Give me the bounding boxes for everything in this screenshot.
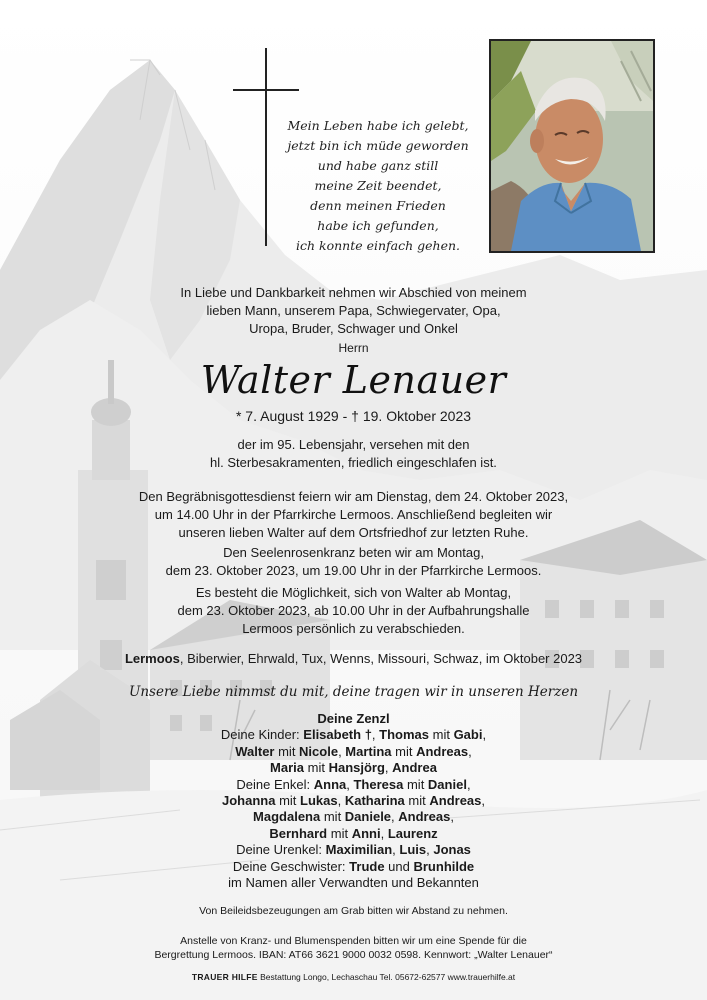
viewing-line: Lermoos persönlich zu verabschieden.	[242, 621, 465, 636]
family-text: ,	[337, 793, 345, 809]
family-member-name: Maximilian	[325, 842, 393, 858]
family-member-name: Lukas	[300, 793, 338, 809]
family-member-name: Hansjörg	[328, 760, 385, 776]
poem-line: ich konnte einfach gehen.	[295, 238, 461, 253]
family-line	[0, 793, 707, 809]
family-line	[0, 859, 707, 875]
cross-icon-bar	[233, 89, 299, 91]
intro-line: In Liebe und Dankbarkeit nehmen wir Abschied von meinem	[180, 285, 527, 300]
family-line	[0, 711, 707, 727]
rosary-line: Den Seelenrosenkranz beten wir am Montag,	[223, 545, 484, 560]
family-text: ,	[450, 809, 454, 825]
family-text: mit	[275, 793, 301, 809]
family-text: ,	[482, 727, 487, 743]
family-text: ,	[346, 776, 354, 792]
family-member-name: Anna	[313, 776, 347, 792]
poem-line: Mein Leben habe ich gelebt,	[287, 118, 469, 133]
funeral-home-details: Bestattung Longo, Lechaschau Tel. 05672-62577 www.trauerhilfe.at	[257, 972, 516, 982]
family-text: ,	[468, 743, 472, 759]
family-line	[0, 760, 707, 776]
family-member-name: Andrea	[392, 760, 437, 776]
family-text: Deine Urenkel:	[236, 842, 326, 858]
intro-line: Uropa, Bruder, Schwager und Onkel	[249, 321, 458, 336]
viewing-info	[0, 584, 707, 638]
family-text: ,	[380, 825, 388, 841]
family-member-name: Daniel	[427, 776, 467, 792]
funeral-line: Den Begräbnisgottesdienst feiern wir am Dienstag, dem 24. Oktober 2023,	[138, 489, 569, 504]
family-member-name: Andreas	[416, 743, 469, 759]
family-text: ,	[391, 809, 399, 825]
family-member-name: Daniele	[344, 809, 392, 825]
poem-line: und habe ganz still	[317, 158, 439, 173]
funeral-home-brand: TRAUER HILFE	[191, 972, 258, 982]
family-member-name: Martina	[345, 743, 392, 759]
funeral-line: unseren lieben Walter auf dem Ortsfriedhof zur letzten Ruhe.	[178, 525, 529, 540]
family-member-name: Magdalena	[253, 809, 321, 825]
family-text: mit	[274, 743, 300, 759]
family-text: im Namen aller Verwandten und Bekannten	[228, 875, 479, 891]
places-rest: , Biberwier, Ehrwald, Tux, Wenns, Missouri, Schwaz, im Oktober 2023	[179, 651, 583, 666]
family-member-name: Walter	[235, 743, 275, 759]
family-text: ,	[384, 760, 393, 776]
family-member-name: Theresa	[353, 776, 404, 792]
family-member-name: Luis	[399, 842, 427, 858]
family-line	[0, 727, 707, 743]
family-member-name: Johanna	[221, 793, 276, 809]
condolences-note: Von Beileidsbezeugungen am Grab bitten wir Abstand zu nehmen.	[199, 905, 508, 917]
family-text: ,	[481, 793, 486, 809]
poem	[276, 116, 480, 256]
cross-icon	[265, 48, 267, 246]
poem-line: jetzt bin ich müde geworden	[287, 138, 469, 153]
deceased-name: Walter Lenauer	[200, 358, 507, 402]
family-text: mit	[320, 809, 345, 825]
family-member-name: Nicole	[299, 743, 339, 759]
family-member-name: Andreas	[429, 793, 482, 809]
family-member-name: Trude	[349, 858, 385, 874]
family-member-name: Laurenz	[387, 825, 438, 841]
viewing-line: dem 23. Oktober 2023, ab 10.00 Uhr in der Aufbahrungshalle	[177, 603, 530, 618]
poem-line: habe ich gefunden,	[317, 218, 439, 233]
family-line	[0, 842, 707, 858]
passing-line: der im 95. Lebensjahr, versehen mit den	[237, 437, 470, 452]
love-quote: Unsere Liebe nimmst du mit, deine tragen wir in unseren Herzen	[128, 684, 579, 700]
rosary-line: dem 23. Oktober 2023, um 19.00 Uhr in der Pfarrkirche Lermoos.	[165, 563, 542, 578]
family-member-name: Anni	[351, 825, 381, 841]
portrait-photo	[489, 39, 655, 253]
poem-line: meine Zeit beendet,	[314, 178, 442, 193]
intro-text	[0, 284, 707, 338]
family-line	[0, 777, 707, 793]
family-member-name: Deine Zenzl	[317, 711, 390, 726]
passing-line: hl. Sterbesakramenten, friedlich eingeschlafen ist.	[210, 455, 497, 470]
family-member-name: Andreas	[398, 809, 451, 825]
family-text: mit	[403, 776, 428, 792]
family-text: Deine Geschwister:	[232, 858, 350, 874]
donation-line: Anstelle von Kranz- und Blumenspenden bitten wir um eine Spende für die	[180, 935, 527, 947]
funeral-line: um 14.00 Uhr in der Pfarrkirche Lermoos. Anschließend begleiten wir	[154, 507, 553, 522]
family-member-name: Jonas	[433, 842, 471, 858]
family-member-name: Gabi	[453, 727, 483, 743]
family-text: ,	[466, 776, 471, 792]
place-main: Lermoos	[124, 651, 180, 666]
family-member-name: Maria	[270, 760, 305, 776]
family-text: ,	[338, 743, 346, 759]
family-member-name: Katharina	[344, 793, 405, 809]
family-text: mit	[404, 793, 430, 809]
life-dates: * 7. August 1929 - † 19. Oktober 2023	[235, 408, 472, 424]
donation-note	[0, 934, 707, 962]
family-text: mit	[304, 760, 329, 776]
family-list	[0, 711, 707, 891]
family-member-name: Elisabeth †	[303, 727, 372, 743]
funeral-home-footer	[0, 972, 707, 982]
family-text: ,	[371, 727, 380, 743]
family-text: ,	[426, 842, 434, 858]
poem-line: denn meinen Frieden	[310, 198, 446, 213]
family-text: Deine Kinder:	[220, 727, 304, 743]
viewing-line: Es besteht die Möglichkeit, sich von Walter ab Montag,	[195, 585, 512, 600]
family-line	[0, 744, 707, 760]
salutation: Herrn	[338, 341, 369, 355]
family-line	[0, 826, 707, 842]
family-line	[0, 809, 707, 825]
family-text: mit	[327, 825, 352, 841]
family-text: und	[384, 858, 414, 874]
places-date-line	[0, 651, 707, 666]
family-member-name: Brunhilde	[413, 858, 475, 874]
family-member-name: Bernhard	[269, 825, 328, 841]
family-line	[0, 875, 707, 891]
donation-line: Bergrettung Lermoos. IBAN: AT66 3621 9000 0032 0598. Kennwort: „Walter Lenauer“	[154, 949, 553, 961]
family-text: mit	[391, 743, 417, 759]
rosary-info	[0, 544, 707, 580]
family-member-name: Thomas	[379, 727, 429, 743]
funeral-info	[0, 488, 707, 542]
family-text: Deine Enkel:	[236, 776, 314, 792]
family-text: mit	[429, 727, 454, 743]
passing-note	[0, 436, 707, 472]
family-text: ,	[392, 842, 400, 858]
intro-line: lieben Mann, unserem Papa, Schwiegervater, Opa,	[206, 303, 501, 318]
